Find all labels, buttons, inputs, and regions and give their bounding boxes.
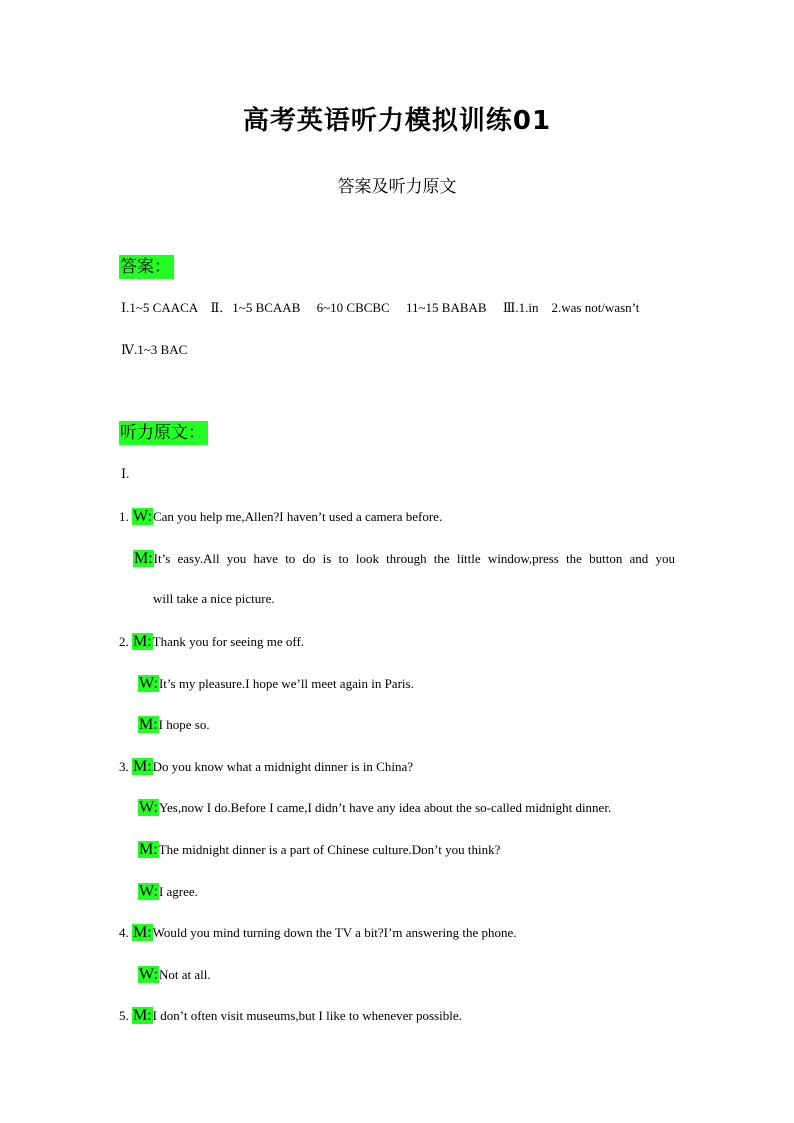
document-subtitle: 答案及听力原文 [337, 177, 457, 197]
speaker-label: M: [133, 1007, 152, 1024]
transcript-line [153, 589, 275, 609]
line-text: It’s my pleasure.I hope we’ll meet again in Paris. [158, 676, 414, 691]
line-text: Yes,now I do.Before I came,I didn’t have any idea about the so-called midnight dinner. [158, 800, 612, 815]
speaker-label: W: [139, 675, 158, 692]
item-number: 4. [119, 925, 129, 940]
speaker-label: W: [139, 966, 158, 983]
line-text: I agree. [158, 884, 198, 899]
transcript-line [119, 632, 304, 652]
transcript-line [138, 882, 198, 902]
speaker-label: M: [139, 716, 158, 733]
line-text: Do you know what a midnight dinner is in China? [152, 759, 414, 774]
speaker-label: W: [139, 883, 158, 900]
transcript-heading: 听力原文： [119, 421, 208, 445]
speaker-label: M: [139, 841, 158, 858]
line-text: It’s easy.All you have to do is to look through the little window,press the button and you [153, 551, 675, 566]
line-text: Would you mind turning down the TV a bit?I’m answering the phone. [152, 925, 517, 940]
transcript-line [138, 715, 210, 735]
item-number: 1. [119, 509, 129, 524]
line-text: I hope so. [158, 717, 210, 732]
speaker-label: M: [134, 550, 153, 567]
speaker-label: W: [139, 799, 158, 816]
answers-line-1: Ⅰ.1~5 CAACA Ⅱ．1~5 BCAAB 6~10 CBCBC 11~15 BABAB Ⅲ.1.in 2.was not/wasn’t [121, 300, 640, 315]
line-text: Can you help me,Allen?I haven’t used a camera before. [152, 509, 443, 524]
line-text: Thank you for seeing me off. [152, 634, 305, 649]
item-number: 2. [119, 634, 129, 649]
transcript-line [119, 923, 517, 943]
section-label: Ⅰ. [121, 466, 130, 481]
speaker-label: M: [133, 758, 152, 775]
answers-line-2: Ⅳ.1~3 BAC [121, 342, 188, 357]
speaker-label: M: [133, 633, 152, 650]
transcript-line [138, 798, 611, 818]
line-text: Not at all. [158, 967, 211, 982]
line-text: The midnight dinner is a part of Chinese culture.Don’t you think? [158, 842, 501, 857]
transcript-line [138, 840, 500, 860]
transcript-line [138, 674, 414, 694]
transcript-line [119, 507, 442, 527]
transcript-line [138, 965, 211, 985]
item-number: 3. [119, 759, 129, 774]
transcript-line [119, 757, 413, 777]
item-number: 5. [119, 1008, 129, 1023]
answers-heading: 答案： [119, 255, 174, 279]
line-text: will take a nice picture. [153, 591, 275, 606]
document-title: 高考英语听力模拟训练01 [242, 106, 552, 136]
speaker-label: M: [133, 924, 152, 941]
transcript-line [133, 549, 675, 569]
line-text: I don’t often visit museums,but I like to whenever possible. [152, 1008, 462, 1023]
speaker-label: W: [133, 508, 152, 525]
transcript-line [119, 1006, 462, 1026]
